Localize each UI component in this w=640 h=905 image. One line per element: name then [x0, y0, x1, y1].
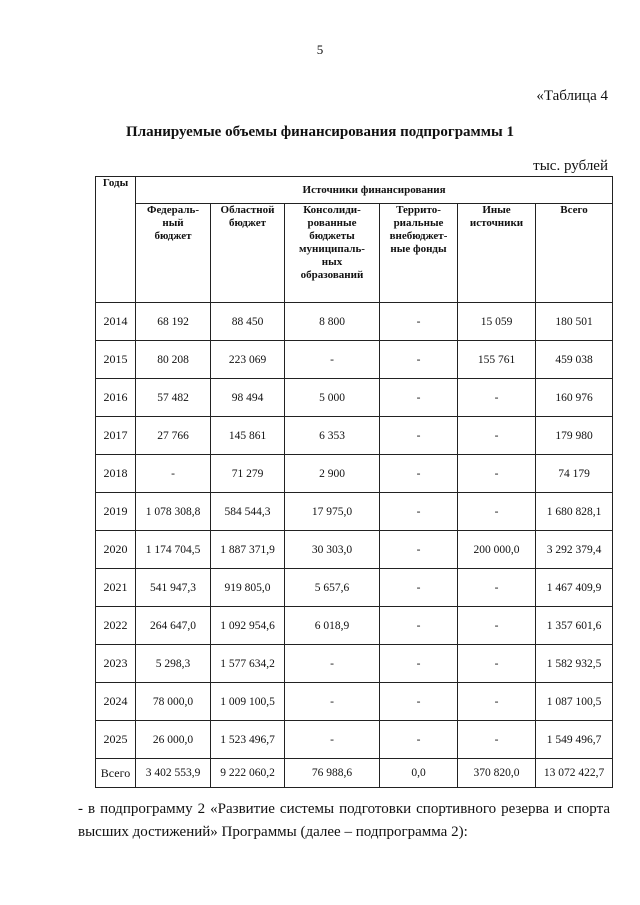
cell-municipal: 5 657,6	[285, 569, 380, 607]
cell-territorial: 0,0	[380, 759, 458, 788]
cell-total: 74 179	[536, 455, 613, 493]
cell-municipal: 17 975,0	[285, 493, 380, 531]
cell-territorial: -	[380, 645, 458, 683]
cell-federal: 264 647,0	[136, 607, 211, 645]
cell-total: 1 680 828,1	[536, 493, 613, 531]
cell-territorial: -	[380, 721, 458, 759]
cell-federal: -	[136, 455, 211, 493]
header-municipal: Консолиди- рованные бюджеты муниципаль- ных образований	[285, 204, 380, 303]
cell-municipal: 2 900	[285, 455, 380, 493]
table-title: Планируемые объемы финансирования подпрограммы 1	[126, 124, 514, 140]
header-years: Годы	[96, 177, 136, 303]
cell-other: 15 059	[458, 303, 536, 341]
cell-federal: 27 766	[136, 417, 211, 455]
cell-territorial: -	[380, 379, 458, 417]
cell-territorial: -	[380, 455, 458, 493]
header-federal: Федераль- ный бюджет	[136, 204, 211, 303]
cell-other: -	[458, 607, 536, 645]
cell-municipal: 5 000	[285, 379, 380, 417]
cell-year: 2023	[96, 645, 136, 683]
cell-regional: 1 577 634,2	[211, 645, 285, 683]
table-row	[96, 493, 613, 531]
cell-year: 2016	[96, 379, 136, 417]
cell-total: 3 292 379,4	[536, 531, 613, 569]
cell-regional: 88 450	[211, 303, 285, 341]
cell-municipal: 6 018,9	[285, 607, 380, 645]
cell-regional: 1 887 371,9	[211, 531, 285, 569]
cell-municipal: -	[285, 645, 380, 683]
table-row	[96, 455, 613, 493]
cell-year: 2017	[96, 417, 136, 455]
cell-federal: 26 000,0	[136, 721, 211, 759]
table-row	[96, 303, 613, 341]
cell-total: 1 087 100,5	[536, 683, 613, 721]
cell-municipal: -	[285, 683, 380, 721]
cell-total: 1 357 601,6	[536, 607, 613, 645]
header-territorial: Террито- риальные внебюджет- ные фонды	[380, 204, 458, 303]
cell-regional: 9 222 060,2	[211, 759, 285, 788]
cell-regional: 1 092 954,6	[211, 607, 285, 645]
cell-other: -	[458, 455, 536, 493]
cell-regional: 584 544,3	[211, 493, 285, 531]
table-row	[96, 607, 613, 645]
cell-year: 2020	[96, 531, 136, 569]
cell-federal: 1 078 308,8	[136, 493, 211, 531]
cell-territorial: -	[380, 303, 458, 341]
page-number: 5	[316, 42, 324, 57]
paragraph-subprogram-2: - в подпрограмму 2 «Развитие системы подготовки спортивного резерва и спорта высших достижений» Программы (далее – подпрограмма 2):	[78, 801, 610, 840]
cell-other: -	[458, 379, 536, 417]
cell-year: 2019	[96, 493, 136, 531]
table-reference: «Таблица 4	[536, 88, 608, 104]
cell-other: -	[458, 683, 536, 721]
header-sources: Источники финансирования	[136, 177, 613, 204]
cell-other: -	[458, 417, 536, 455]
cell-federal: 1 174 704,5	[136, 531, 211, 569]
cell-total: 1 549 496,7	[536, 721, 613, 759]
table-row	[96, 417, 613, 455]
table-row	[96, 379, 613, 417]
cell-year: 2024	[96, 683, 136, 721]
cell-municipal: 76 988,6	[285, 759, 380, 788]
cell-regional: 1 009 100,5	[211, 683, 285, 721]
cell-year: 2025	[96, 721, 136, 759]
cell-regional: 145 861	[211, 417, 285, 455]
cell-total: 13 072 422,7	[536, 759, 613, 788]
table-row	[96, 341, 613, 379]
cell-federal: 68 192	[136, 303, 211, 341]
cell-total: 179 980	[536, 417, 613, 455]
cell-regional: 98 494	[211, 379, 285, 417]
cell-other: 370 820,0	[458, 759, 536, 788]
cell-territorial: -	[380, 569, 458, 607]
cell-municipal: -	[285, 721, 380, 759]
cell-federal: 541 947,3	[136, 569, 211, 607]
cell-regional: 71 279	[211, 455, 285, 493]
table-row	[96, 721, 613, 759]
table-row	[96, 531, 613, 569]
cell-federal: 78 000,0	[136, 683, 211, 721]
cell-total: 1 582 932,5	[536, 645, 613, 683]
cell-total: 459 038	[536, 341, 613, 379]
cell-year: 2021	[96, 569, 136, 607]
cell-year: 2014	[96, 303, 136, 341]
cell-territorial: -	[380, 531, 458, 569]
header-other: Иные источники	[458, 204, 536, 303]
cell-municipal: 8 800	[285, 303, 380, 341]
cell-other: 155 761	[458, 341, 536, 379]
cell-total: 160 976	[536, 379, 613, 417]
cell-municipal: -	[285, 341, 380, 379]
table-row	[96, 683, 613, 721]
cell-municipal: 30 303,0	[285, 531, 380, 569]
cell-territorial: -	[380, 493, 458, 531]
cell-territorial: -	[380, 607, 458, 645]
cell-year: Всего	[96, 759, 136, 788]
table-row	[96, 645, 613, 683]
units-label: тыс. рублей	[533, 158, 608, 174]
cell-other: 200 000,0	[458, 531, 536, 569]
cell-federal: 57 482	[136, 379, 211, 417]
cell-federal: 5 298,3	[136, 645, 211, 683]
cell-regional: 223 069	[211, 341, 285, 379]
cell-territorial: -	[380, 417, 458, 455]
cell-year: 2018	[96, 455, 136, 493]
table-row	[96, 569, 613, 607]
header-regional: Областной бюджет	[211, 204, 285, 303]
table-total-row	[96, 759, 613, 788]
cell-total: 180 501	[536, 303, 613, 341]
cell-other: -	[458, 721, 536, 759]
cell-regional: 919 805,0	[211, 569, 285, 607]
header-total: Всего	[536, 204, 613, 303]
cell-other: -	[458, 493, 536, 531]
cell-federal: 80 208	[136, 341, 211, 379]
cell-federal: 3 402 553,9	[136, 759, 211, 788]
cell-territorial: -	[380, 683, 458, 721]
cell-regional: 1 523 496,7	[211, 721, 285, 759]
cell-other: -	[458, 569, 536, 607]
cell-municipal: 6 353	[285, 417, 380, 455]
cell-territorial: -	[380, 341, 458, 379]
financing-table	[95, 176, 613, 788]
cell-year: 2022	[96, 607, 136, 645]
cell-total: 1 467 409,9	[536, 569, 613, 607]
cell-other: -	[458, 645, 536, 683]
cell-year: 2015	[96, 341, 136, 379]
